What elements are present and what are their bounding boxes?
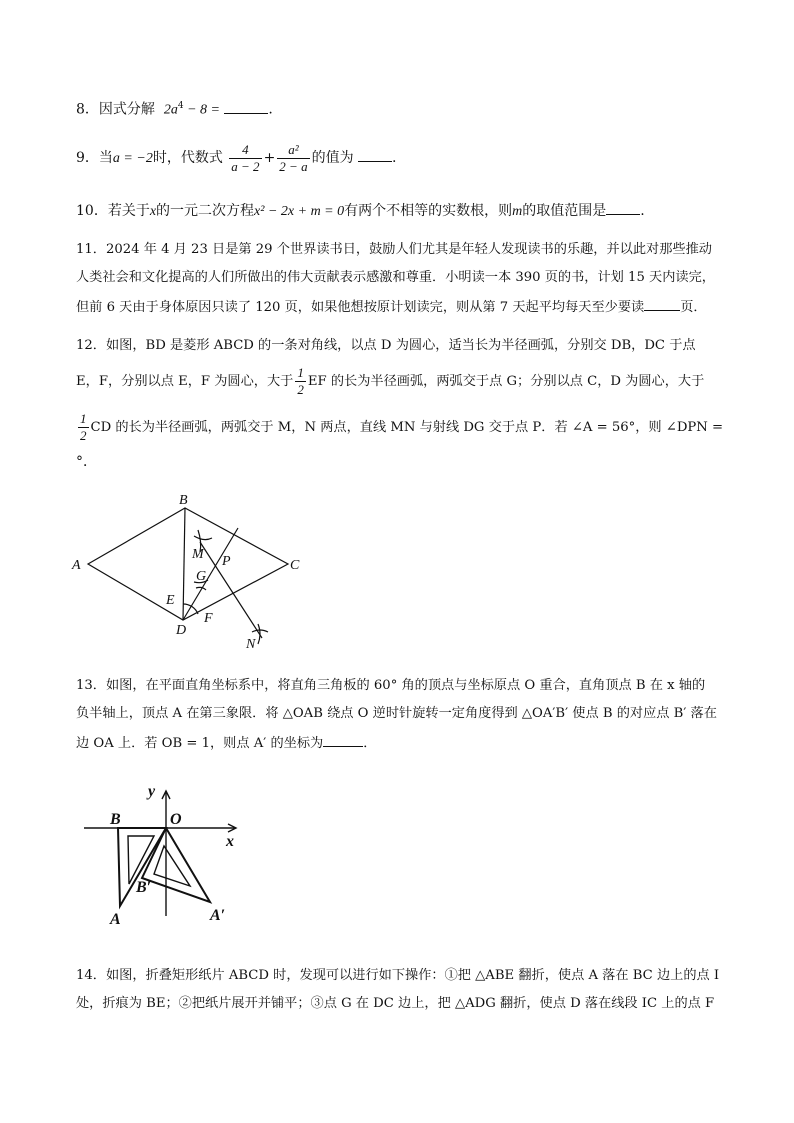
q10-part1: 若关于 xyxy=(107,203,150,219)
q10-part3: 有两个不相等的实数根，则 xyxy=(344,203,513,219)
q10-var-x: x xyxy=(149,204,157,219)
label-c: C xyxy=(290,558,300,573)
q9-plus: + xyxy=(263,150,276,166)
label-x: x xyxy=(226,833,234,850)
label-a-prime: A′ xyxy=(210,907,226,924)
label-a: A xyxy=(110,911,121,928)
q8-answer-blank[interactable] xyxy=(224,99,268,114)
question-12-line-3 xyxy=(76,410,723,446)
question-13-line-3 xyxy=(76,732,376,754)
q10-end: . xyxy=(640,203,645,219)
question-9 xyxy=(76,140,396,177)
label-b: B xyxy=(179,493,188,508)
q8-rest: − 8 = xyxy=(183,102,220,118)
q12-half-fraction-1 xyxy=(295,365,306,398)
arc-ef xyxy=(183,604,198,614)
label-d: D xyxy=(176,623,187,638)
label-f: F xyxy=(204,611,213,626)
q9-fraction-1 xyxy=(229,142,261,175)
q9-mid: 时，代数式 xyxy=(152,150,223,166)
q8-stem: 因式分解 xyxy=(98,101,155,118)
q9-frac1-denominator: a − 2 xyxy=(231,158,260,174)
q9-prefix: 当 xyxy=(98,150,113,166)
q12-line-1: 12．如图，BD 是菱形 ABCD 的一条对角线，以点 D 为圆心，适当长为半径画弧，分别交 DB，DC 于点 xyxy=(76,338,696,353)
label-a: A xyxy=(72,558,81,573)
label-b-prime: B′ xyxy=(136,879,152,896)
q10-var-m: m xyxy=(512,204,523,219)
q10-part2: 的一元二次方程 xyxy=(156,203,255,219)
q8-exponent: 4 xyxy=(177,101,184,111)
q10-part4: 的取值范围是 xyxy=(522,203,607,219)
label-n: N xyxy=(246,637,256,652)
label-g: G xyxy=(196,569,207,584)
q11-answer-blank[interactable] xyxy=(644,296,680,311)
q11-line-3b: 页． xyxy=(680,300,707,315)
q12-line-4: °． xyxy=(76,454,97,470)
q8-number: 8． xyxy=(76,101,99,118)
q12-half1-denominator: 2 xyxy=(297,382,304,397)
q12-half1-numerator: 1 xyxy=(297,365,304,380)
q12-half2-numerator: 1 xyxy=(80,411,87,426)
q9-frac2-denominator: 2 − a xyxy=(279,158,308,174)
q13-line-2: 负半轴上，顶点 A 在第三象限．将 △OAB 绕点 O 逆时针旋转一定角度得到 △OA′B′ 使点 B 的对应点 B′ 落在 xyxy=(76,706,717,721)
q12-line-2a: E，F，分别以点 E，F 为圆心，大于 xyxy=(76,374,294,389)
q10-equation: x² − 2x + m = 0 xyxy=(254,204,345,219)
label-b: B xyxy=(110,811,121,828)
q12-half2-denominator: 2 xyxy=(80,428,87,443)
q14-line-1: 14．如图，折叠矩形纸片 ABCD 时，发现可以进行如下操作：①把 △ABE 翻折，使点 A 落在 BC 边上的点 I xyxy=(76,968,720,983)
q13-line-1: 13．如图，在平面直角坐标系中，将直角三角板的 60° 角的顶点与坐标原点 O 重合，直角顶点 B 在 x 轴的 xyxy=(76,678,706,693)
q9-end: . xyxy=(392,150,397,166)
q9-frac2-numerator: a² xyxy=(277,142,309,159)
q12-line-3a: CD 的长为半径画弧，两弧交于 M，N 两点，直线 MN 与射线 DG 交于点 P．若 ∠A = 56°，则 ∠DPN = xyxy=(90,420,724,435)
q12-line-2b: EF 的长为半径画弧，两弧交于点 G；分别以点 C，D 为圆心，大于 xyxy=(307,374,705,389)
question-10 xyxy=(76,200,645,222)
q8-expr: 2a xyxy=(163,102,178,118)
label-e: E xyxy=(166,593,175,608)
q9-fraction-2 xyxy=(277,142,309,175)
label-m: M xyxy=(192,547,204,562)
q13-answer-blank[interactable] xyxy=(323,732,363,747)
q9-frac1-numerator: 4 xyxy=(229,142,261,159)
q13-line-3a: 边 OA 上．若 OB = 1，则点 A′ 的坐标为 xyxy=(76,736,324,751)
label-p: P xyxy=(222,554,231,569)
question-11-line-3 xyxy=(76,296,707,318)
q14-line-2: 处，折痕为 BE；②把纸片展开并铺平；③点 G 在 DC 边上，把 △ADG 翻折，使点 D 落在线段 IC 上的点 F xyxy=(76,996,715,1011)
triangle-oa-prime-b-prime-inner xyxy=(154,846,190,886)
label-y: y xyxy=(148,783,156,800)
rhombus-abcd xyxy=(88,508,288,620)
q9-condition: a = −2 xyxy=(112,151,153,166)
q10-answer-blank[interactable] xyxy=(606,200,640,215)
q12-figure xyxy=(66,492,300,652)
q13-figure xyxy=(80,780,250,930)
q9-answer-blank[interactable] xyxy=(358,147,392,162)
arc-m-1 xyxy=(194,536,212,540)
q11-line-3a: 但前 6 天由于身体原因只读了 120 页，如果他想按原计划读完，则从第 7 天起平均每天至少要读 xyxy=(76,300,645,315)
diagonal-bd xyxy=(183,508,185,620)
q12-half-fraction-2 xyxy=(78,411,89,444)
q11-line-1: 11．2024 年 4 月 23 日是第 29 个世界读书日，鼓励人们尤其是年轻人发现读书的乐趣，并以此对那些推动 xyxy=(76,242,712,257)
q9-number: 9． xyxy=(76,150,99,166)
q11-line-2: 人类社会和文化提高的人们所做出的伟大贡献表示感激和尊重．小明读一本 390 页的书，计划 15 天内读完， xyxy=(76,270,715,285)
question-8 xyxy=(76,96,273,121)
q13-line-3b: ． xyxy=(363,736,377,751)
q8-end: . xyxy=(268,101,273,118)
q9-suffix: 的值为 xyxy=(311,150,354,166)
q10-number: 10． xyxy=(76,203,108,219)
question-12-line-2 xyxy=(76,364,704,400)
label-o: O xyxy=(170,811,182,828)
